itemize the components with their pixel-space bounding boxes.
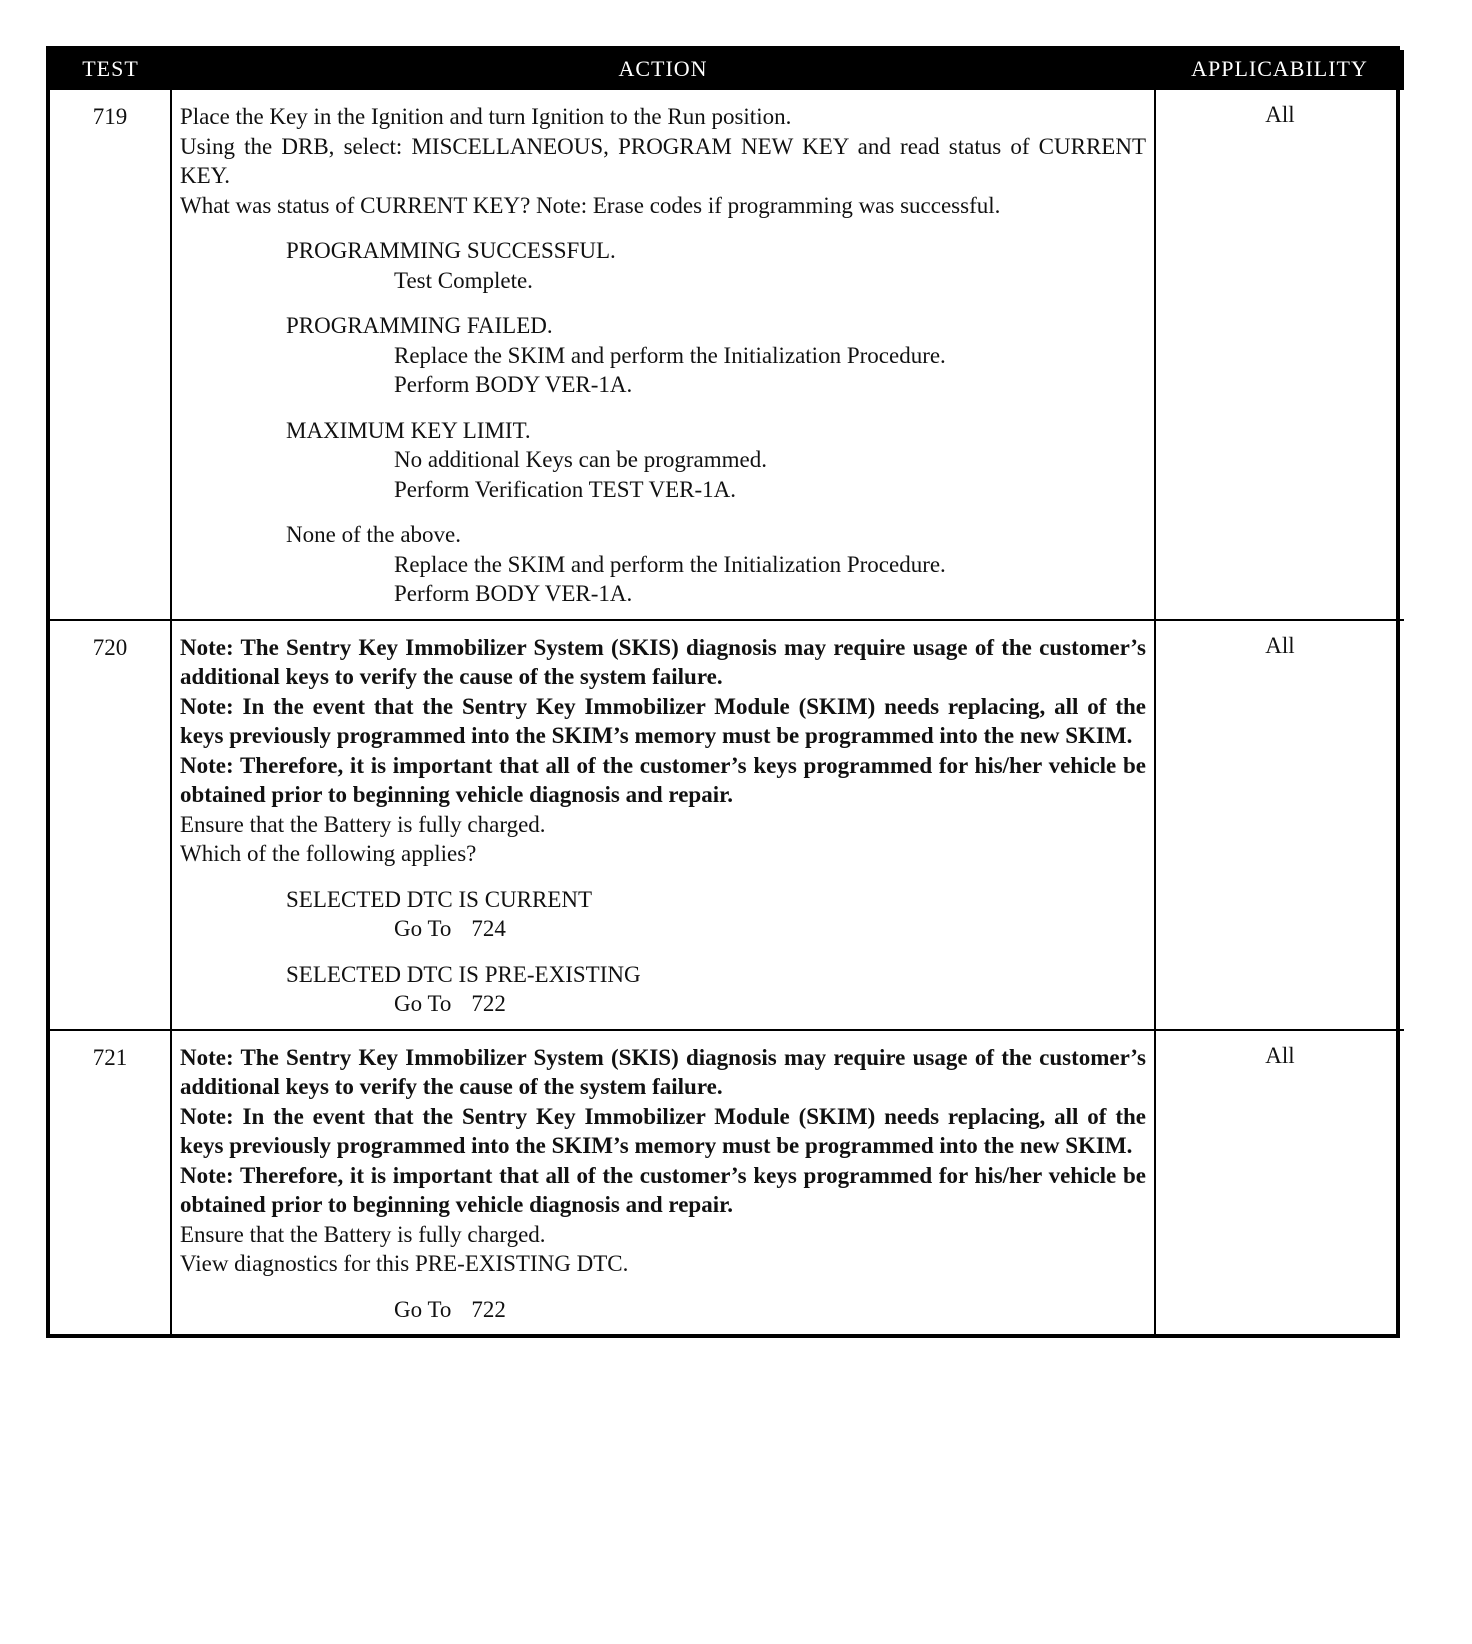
action-note: Note: In the event that the Sentry Key Immobilizer Module (SKIM) needs replacing, all of the keys previously programmed into the SKIM’s memory must be programmed into the new SKIM.	[180, 693, 1146, 748]
test-number: 721	[50, 1030, 171, 1335]
result-instruction: No additional Keys can be programmed.	[394, 447, 767, 472]
test-row-720	[50, 620, 1404, 1030]
result-choice	[180, 236, 1146, 295]
result-choices	[180, 1295, 1146, 1325]
action-note: Note: Therefore, it is important that all of the customer’s keys programmed for his/her vehicle be obtained prior to beginning vehicle diagnosis and repair.	[180, 752, 1146, 807]
result-choice	[180, 520, 1146, 609]
goto-target-link[interactable]: 722	[471, 1296, 506, 1322]
result-condition: PROGRAMMING FAILED.	[286, 313, 553, 338]
header-test: TEST	[50, 50, 171, 89]
header-applicability: APPLICABILITY	[1155, 50, 1404, 89]
result-condition: SELECTED DTC IS PRE-EXISTING	[286, 961, 641, 987]
action-note: Note: In the event that the Sentry Key Immobilizer Module (SKIM) needs replacing, all of the keys previously programmed into the SKIM’s memory must be programmed into the new SKIM.	[180, 1103, 1146, 1158]
result-condition: None of the above.	[286, 522, 461, 547]
action-cell	[171, 1030, 1155, 1335]
diagnostic-test-table	[50, 50, 1404, 1334]
result-choice	[180, 1295, 1146, 1325]
goto-text: Go To	[394, 991, 452, 1016]
action-cell	[171, 89, 1155, 620]
action-step: Place the Key in the Ignition and turn Ignition to the Run position.	[180, 104, 792, 129]
applicability-value: All	[1155, 1030, 1404, 1335]
result-choices	[180, 236, 1146, 609]
action-step: Which of the following applies?	[180, 841, 477, 866]
action-step: View diagnostics for this PRE-EXISTING DTC.	[180, 1251, 629, 1276]
result-choices	[180, 885, 1146, 1019]
goto-target-link[interactable]: 724	[471, 916, 506, 941]
result-instruction: Perform BODY VER-1A.	[394, 372, 633, 397]
result-choice	[180, 960, 1146, 1019]
action-step: Ensure that the Battery is fully charged.	[180, 1221, 546, 1247]
action-step: What was status of CURRENT KEY? Note: Erase codes if programming was successful.	[180, 192, 1001, 218]
table-header-row	[50, 50, 1404, 89]
result-instruction: Replace the SKIM and perform the Initialization Procedure.	[394, 342, 946, 368]
goto-text: Go To	[394, 1296, 452, 1322]
header-action: ACTION	[171, 50, 1155, 89]
result-choice	[180, 311, 1146, 400]
test-row-721	[50, 1030, 1404, 1335]
diagnostic-procedure-sheet	[46, 46, 1400, 1338]
result-instruction: Test Complete.	[394, 267, 533, 293]
goto-text: Go To	[394, 916, 452, 941]
test-number: 720	[50, 620, 171, 1030]
test-row-719	[50, 89, 1404, 620]
applicability-value: All	[1155, 620, 1404, 1030]
goto-instruction	[180, 1295, 1146, 1325]
action-note: Note: The Sentry Key Immobilizer System (SKIS) diagnosis may require usage of the customer’s additional keys to verify the cause of the system failure.	[180, 1044, 1146, 1099]
applicability-value: All	[1155, 89, 1404, 620]
goto-instruction	[180, 989, 1146, 1019]
action-note: Note: Therefore, it is important that all of the customer’s keys programmed for his/her vehicle be obtained prior to beginning vehicle diagnosis and repair.	[180, 1162, 1146, 1217]
result-choice	[180, 885, 1146, 944]
result-condition: SELECTED DTC IS CURRENT	[286, 886, 593, 912]
result-condition: PROGRAMMING SUCCESSFUL.	[286, 238, 616, 263]
result-instruction: Replace the SKIM and perform the Initialization Procedure.	[394, 551, 946, 577]
action-cell	[171, 620, 1155, 1030]
goto-target-link[interactable]: 722	[471, 991, 506, 1016]
action-step: Using the DRB, select: MISCELLANEOUS, PROGRAM NEW KEY and read status of CURRENT KEY.	[180, 133, 1146, 188]
action-note: Note: The Sentry Key Immobilizer System (SKIS) diagnosis may require usage of the customer’s additional keys to verify the cause of the system failure.	[180, 634, 1146, 689]
action-step: Ensure that the Battery is fully charged.	[180, 811, 546, 837]
result-instruction: Perform Verification TEST VER-1A.	[394, 476, 736, 502]
result-instruction: Perform BODY VER-1A.	[394, 581, 633, 606]
goto-instruction	[180, 914, 1146, 944]
result-choice	[180, 416, 1146, 505]
result-condition: MAXIMUM KEY LIMIT.	[286, 417, 531, 443]
test-number: 719	[50, 89, 171, 620]
